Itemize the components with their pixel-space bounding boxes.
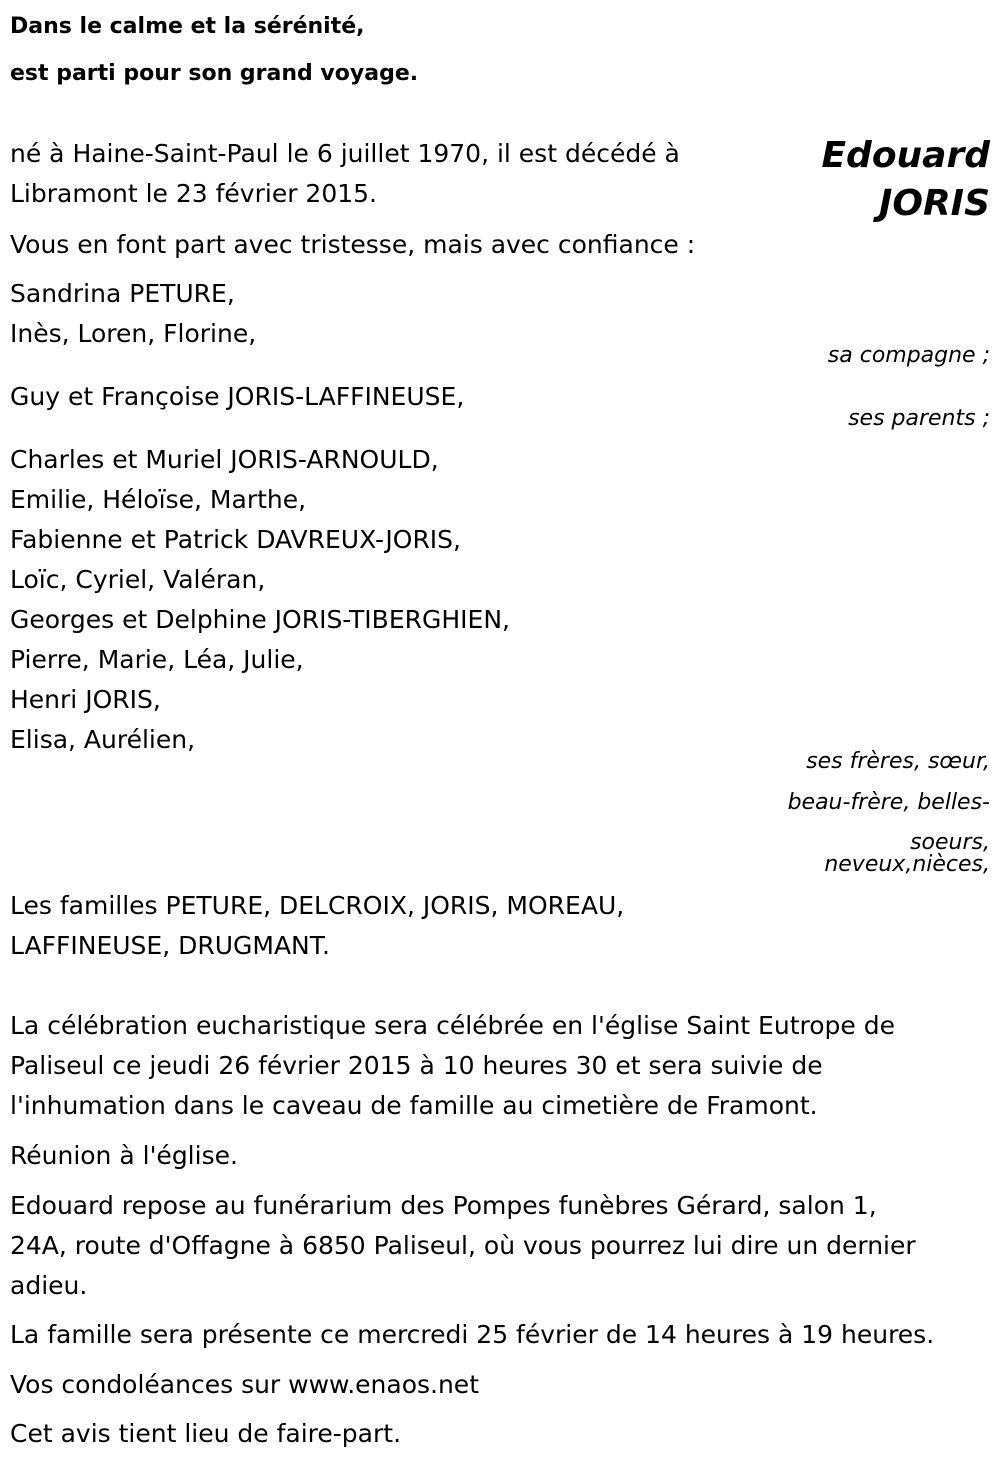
families-line-2: LAFFINEUSE, DRUGMANT.: [10, 931, 331, 960]
relation-partner: sa compagne ;: [827, 343, 990, 368]
announcement: Vous en font part avec tristesse, mais avec confiance :: [10, 230, 696, 259]
families-line-1: Les familles PETURE, DELCROIX, JORIS, MOREAU,: [10, 891, 625, 920]
condolences: Vos condoléances sur www.enaos.net: [10, 1370, 479, 1399]
ceremony-line-2: Paliseul ce jeudi 26 février 2015 à 10 heures 30 et sera suivie de: [10, 1051, 823, 1080]
presence: La famille sera présente ce mercredi 25 février de 14 heures à 19 heures.: [10, 1320, 935, 1349]
repose-line-3: adieu.: [10, 1271, 88, 1300]
list-item: Pierre, Marie, Léa, Julie,: [10, 645, 304, 674]
relation-parents: ses parents ;: [848, 406, 990, 431]
list-item: Loïc, Cyriel, Valéran,: [10, 565, 266, 594]
list-item: Emilie, Héloïse, Marthe,: [10, 485, 307, 514]
list-item: Elisa, Aurélien,: [10, 725, 196, 754]
intro-line-1: Dans le calme et la sérénité,: [10, 14, 365, 39]
meeting: Réunion à l'église.: [10, 1141, 238, 1170]
relation-siblings-line-3: soeurs,: [910, 830, 990, 855]
list-item: Sandrina PETURE,: [10, 279, 235, 308]
intro-line-2: est parti pour son grand voyage.: [10, 61, 419, 86]
deceased-last-name: JORIS: [878, 183, 990, 224]
list-item: Georges et Delphine JORIS-TIBERGHIEN,: [10, 605, 510, 634]
list-item: Inès, Loren, Florine,: [10, 319, 257, 348]
list-item: Guy et Françoise JORIS-LAFFINEUSE,: [10, 382, 465, 411]
list-item: Henri JORIS,: [10, 685, 161, 714]
notice: Cet avis tient lieu de faire-part.: [10, 1419, 402, 1448]
repose-line-1: Edouard repose au funérarium des Pompes funèbres Gérard, salon 1,: [10, 1191, 877, 1220]
relation-siblings-line-1: ses frères, sœur,: [806, 749, 990, 774]
birth-death-line-1: né à Haine-Saint-Paul le 6 juillet 1970, il est décédé à: [10, 139, 680, 168]
ceremony-line-3: l'inhumation dans le caveau de famille au cimetière de Framont.: [10, 1091, 818, 1120]
repose-line-2: 24A, route d'Offagne à 6850 Paliseul, où vous pourrez lui dire un dernier: [10, 1231, 916, 1260]
ceremony-line-1: La célébration eucharistique sera célébrée en l'église Saint Eutrope de: [10, 1011, 895, 1040]
list-item: Charles et Muriel JORIS-ARNOULD,: [10, 445, 439, 474]
list-item: Fabienne et Patrick DAVREUX-JORIS,: [10, 525, 462, 554]
relation-siblings-line-4: neveux,nièces,: [824, 852, 990, 877]
deceased-first-name: Edouard: [821, 135, 990, 176]
relation-siblings-line-2: beau-frère, belles-: [787, 790, 990, 815]
birth-death-line-2: Libramont le 23 février 2015.: [10, 179, 377, 208]
